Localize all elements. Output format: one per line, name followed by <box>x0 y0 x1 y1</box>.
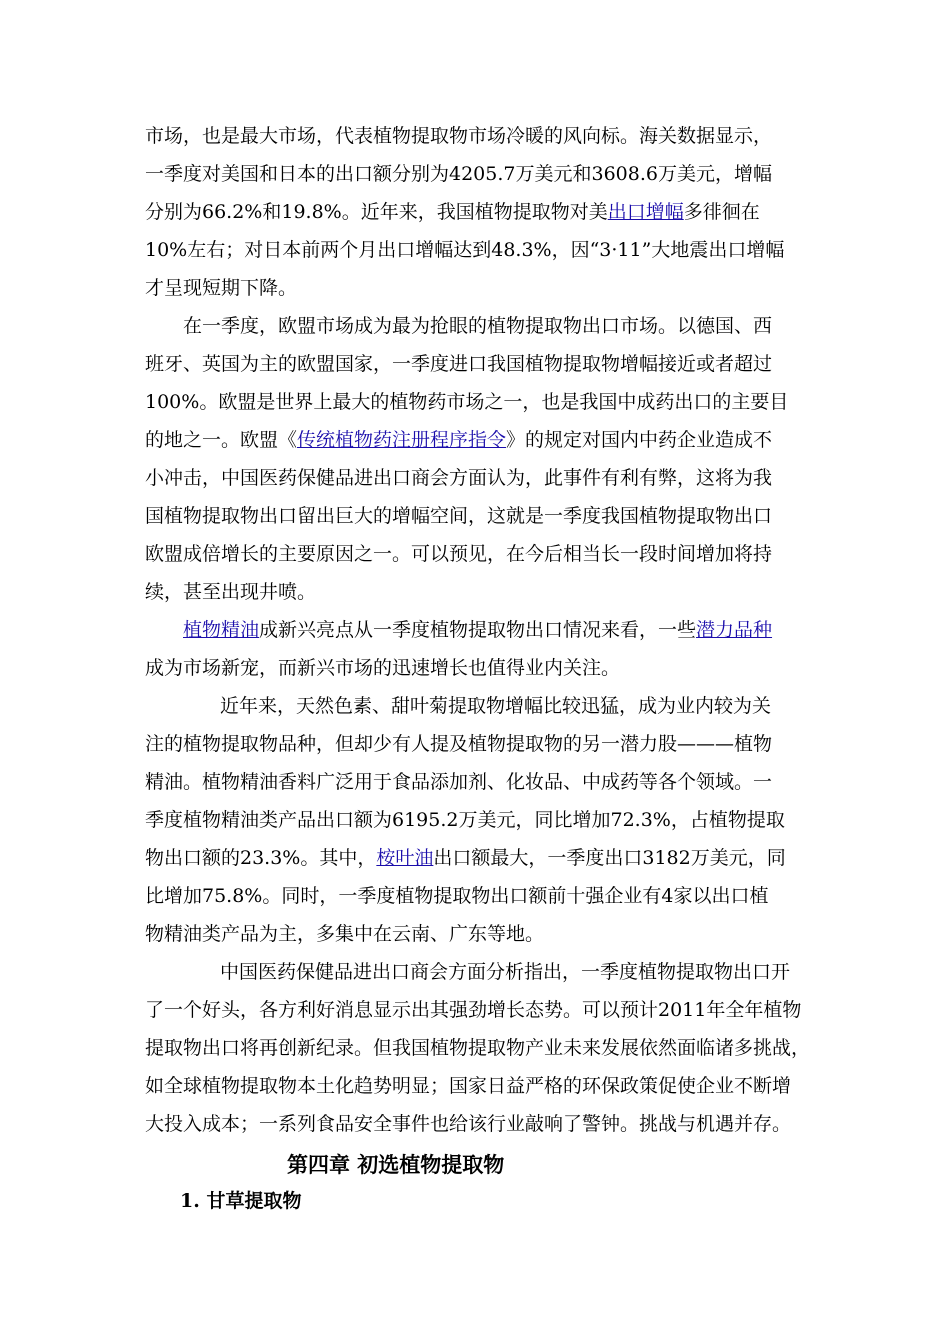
paragraph1-line5: 才呈现短期下降。 <box>145 277 298 299</box>
paragraph2-line8: 续，甚至出现井喷。 <box>145 581 317 603</box>
paragraph4-line7: 物精油类产品为主，多集中在云南、广东等地。 <box>145 923 545 945</box>
section-heading: 1. 甘草提取物 <box>180 1190 302 1212</box>
paragraph5-line5: 大投入成本；一系列食品安全事件也给该行业敲响了警钟。挑战与机遇并存。 <box>145 1113 792 1135</box>
paragraph1-line1: 市场，也是最大市场，代表植物提取物市场冷暖的风向标。海关数据显示， <box>145 125 773 147</box>
link-plant-essential-oil[interactable]: 植物精油 <box>183 619 260 641</box>
paragraph4-line2: 注的植物提取物品种，但却少有人提及植物提取物的另一潜力股———植物 <box>145 733 773 755</box>
paragraph4-line6: 比增加75.8%。同时，一季度植物提取物出口额前十强企业有4家以出口植 <box>145 885 769 907</box>
paragraph4-line5-after: 出口额最大，一季度出口3182万美元，同 <box>433 847 786 869</box>
paragraph1-line3-after: 多徘徊在 <box>683 201 760 223</box>
link-herbal-directive[interactable]: 传统植物药注册程序指令 <box>297 429 507 451</box>
paragraph1-line4: 10%左右；对日本前两个月出口增幅达到48.3%，因“3·11”大地震出口增幅 <box>145 239 785 261</box>
chapter-heading: 第四章 初选植物提取物 <box>287 1152 505 1177</box>
link-export-growth[interactable]: 出口增幅 <box>607 201 684 223</box>
paragraph3-line1 <box>183 618 810 642</box>
paragraph4-line4: 季度植物精油类产品出口额为6195.2万美元，同比增加72.3%，占植物提取 <box>145 809 785 831</box>
paragraph5-line1: 中国医药保健品进出口商会方面分析指出，一季度植物提取物出口开 <box>220 961 791 983</box>
paragraph1-line3 <box>145 200 810 224</box>
paragraph2-line6: 国植物提取物出口留出巨大的增幅空间，这就是一季度我国植物提取物出口 <box>145 505 773 527</box>
link-potential-varieties[interactable]: 潜力品种 <box>696 619 773 641</box>
paragraph2-line7: 欧盟成倍增长的主要原因之一。可以预见，在今后相当长一段时间增加将持 <box>145 543 773 565</box>
paragraph5-line4: 如全球植物提取物本土化趋势明显；国家日益严格的环保政策促使企业不断增 <box>145 1075 792 1097</box>
paragraph4-line1: 近年来，天然色素、甜叶菊提取物增幅比较迅猛，成为业内较为关 <box>220 695 772 717</box>
paragraph2-line5: 小冲击，中国医药保健品进出口商会方面认为，此事件有利有弊，这将为我 <box>145 467 773 489</box>
paragraph3-line1-middle: 成新兴亮点从一季度植物提取物出口情况来看，一些 <box>259 619 697 641</box>
paragraph4-line5 <box>145 846 810 870</box>
paragraph4-line5-before: 物出口额的23.3%。其中， <box>145 847 377 869</box>
link-eucalyptus-oil[interactable]: 桉叶油 <box>376 847 434 869</box>
paragraph2-line4 <box>145 428 810 452</box>
paragraph3-line2: 成为市场新宠，而新兴市场的迅速增长也值得业内关注。 <box>145 657 621 679</box>
paragraph2-line2: 班牙、英国为主的欧盟国家，一季度进口我国植物提取物增幅接近或者超过 <box>145 353 773 375</box>
paragraph2-line4-before: 的地之一。欧盟《 <box>145 429 298 451</box>
paragraph4-line3: 精油。植物精油香料广泛用于食品添加剂、化妆品、中成药等各个领域。一 <box>145 771 773 793</box>
paragraph2-line3: 100%。欧盟是世界上最大的植物药市场之一，也是我国中成药出口的主要目 <box>145 391 789 413</box>
paragraph5-line3: 提取物出口将再创新纪录。但我国植物提取物产业未来发展依然面临诸多挑战， <box>145 1037 810 1059</box>
paragraph1-line2: 一季度对美国和日本的出口额分别为4205.7万美元和3608.6万美元，增幅 <box>145 163 772 185</box>
paragraph1-line3-text: 分别为66.2%和19.8%。近年来，我国植物提取物对美 <box>145 201 608 223</box>
paragraph2-line4-after: 》的规定对国内中药企业造成不 <box>506 429 773 451</box>
paragraph2-line1: 在一季度，欧盟市场成为最为抢眼的植物提取物出口市场。以德国、西 <box>183 315 773 337</box>
paragraph5-line2: 了一个好头，各方利好消息显示出其强劲增长态势。可以预计2011年全年植物 <box>145 999 802 1021</box>
